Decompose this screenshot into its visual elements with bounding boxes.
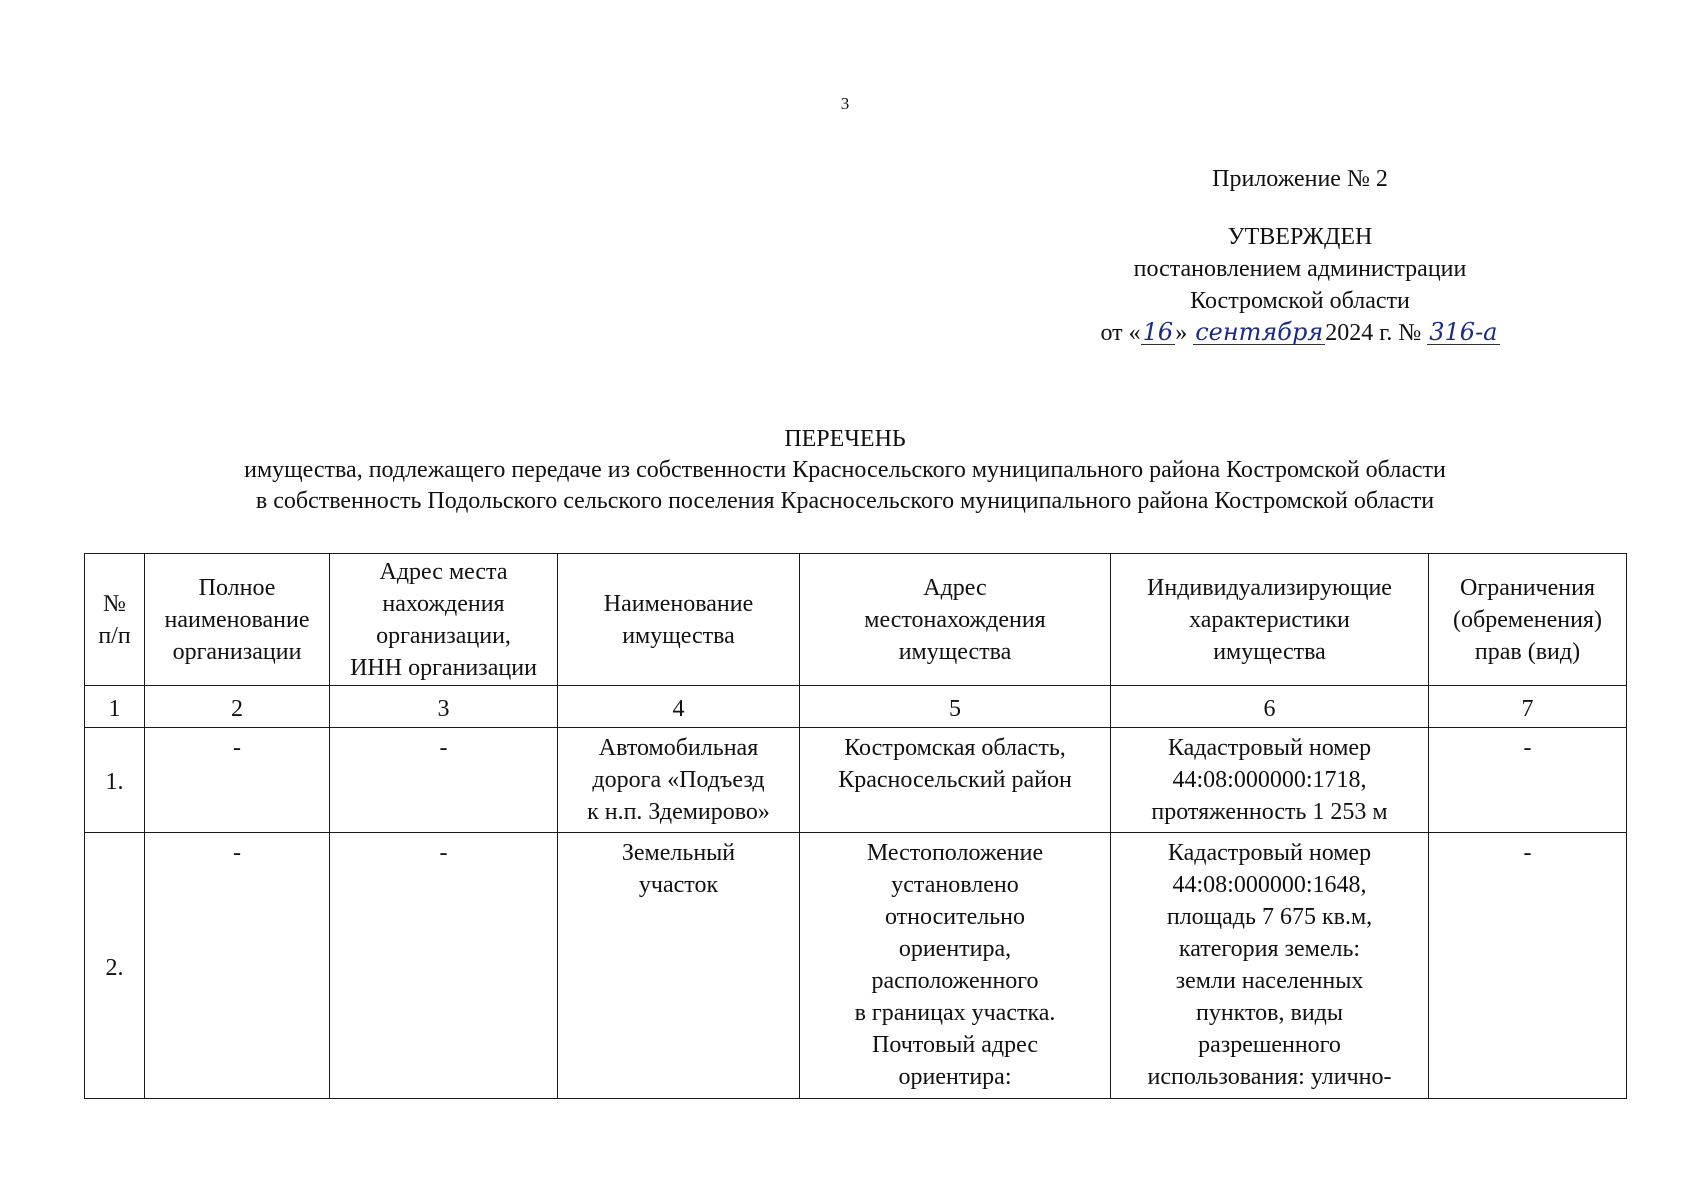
column-header-line: нахождения (382, 590, 505, 617)
table-cell-line: участок (638, 872, 719, 898)
table-cell-line: установлено (891, 872, 1019, 898)
table-cell-line: земли населенных (1175, 968, 1364, 994)
column-header-line: Наименование (603, 590, 754, 617)
table-cell (1111, 728, 1429, 833)
column-header-line: Адрес (923, 574, 987, 601)
column-header-line: имущества (898, 638, 1012, 665)
document-heading (0, 424, 1690, 517)
table-cell-line: - (439, 840, 448, 866)
column-header-line: наименование (164, 606, 310, 633)
table-header-row (85, 554, 1627, 686)
table-cell-line: площадь 7 675 кв.м, (1166, 904, 1373, 930)
table-cell-line: - (233, 840, 241, 866)
table-cell-line: Местоположение (866, 840, 1044, 866)
column-header-line: п/п (98, 622, 131, 649)
table-cell-line: в границах участка. (854, 1000, 1056, 1026)
column-header-line: Полное (198, 574, 276, 601)
column-header-line: Индивидуализирующие (1147, 574, 1392, 601)
table-cell-line: разрешенного (1198, 1032, 1341, 1058)
table-cell-line: к н.п. Здемирово» (587, 799, 770, 825)
document-title: ПЕРЕЧЕНЬ (784, 426, 906, 452)
table-row (85, 728, 1627, 833)
table-cell-line: ориентира, (898, 936, 1012, 962)
table-cell (1429, 728, 1627, 833)
decree-date-line (1030, 317, 1570, 349)
table-cell-line: - (439, 735, 448, 761)
column-number: 1 (85, 686, 145, 728)
property-table (84, 553, 1627, 1099)
column-header (1111, 554, 1429, 686)
table-cell-line: Костромская область, (844, 735, 1066, 761)
column-number: 4 (558, 686, 800, 728)
table-cell-line: Кадастровый номер (1167, 840, 1372, 866)
column-header-line: организации, (376, 622, 511, 649)
decree-line-2: Костромской области (1190, 288, 1410, 314)
column-number-row (85, 686, 1627, 728)
column-header (800, 554, 1111, 686)
table-cell-line: Кадастровый номер (1167, 735, 1372, 761)
column-header-line: организации (172, 638, 302, 665)
column-header (330, 554, 558, 686)
table-cell-line: пунктов, виды (1195, 1000, 1344, 1026)
column-header (145, 554, 330, 686)
column-header (558, 554, 800, 686)
column-header-line: имущества (1213, 638, 1326, 665)
table-cell (558, 833, 800, 1099)
table-cell (145, 728, 330, 833)
table-cell (1429, 833, 1627, 1099)
column-header-line: прав (вид) (1474, 638, 1581, 665)
table-cell (85, 728, 145, 833)
column-header-line: местонахождения (864, 606, 1046, 633)
table-cell-line: дорога «Подъезд (592, 767, 765, 793)
column-header-line: Ограничения (1460, 574, 1595, 601)
handwritten-day: 16 (1142, 318, 1174, 346)
table-cell-line: Земельный (621, 840, 736, 866)
annex-label: Приложение № 2 (1212, 166, 1388, 192)
table-cell-line: категория земель: (1178, 936, 1361, 962)
approved-label: УТВЕРЖДЕН (1227, 224, 1373, 250)
date-prefix: от « (1100, 320, 1141, 346)
handwritten-decree-number: 316-а (1429, 318, 1498, 346)
table-cell (1111, 833, 1429, 1099)
column-number: 7 (1429, 686, 1627, 728)
table-cell-line: Почтовый адрес (871, 1032, 1039, 1058)
table-cell-line: 44:08:000000:1718, (1172, 767, 1367, 793)
table-cell-line: 2. (105, 954, 124, 981)
table-cell-line: 1. (105, 769, 124, 795)
table-cell (800, 728, 1111, 833)
decree-line-1: постановлением администрации (1133, 256, 1467, 282)
table-cell (558, 728, 800, 833)
heading-line-1: имущества, подлежащего передаче из собственности Красносельского муниципального района Костромской области (244, 457, 1446, 483)
table-cell (85, 833, 145, 1099)
table-cell-line: расположенного (871, 968, 1039, 994)
column-header-line: Адрес места (379, 558, 508, 585)
table-cell (330, 728, 558, 833)
approval-block (1030, 163, 1570, 349)
table-cell (330, 833, 558, 1099)
date-year: 2024 г. № (1325, 320, 1422, 346)
handwritten-month: сентября (1195, 318, 1324, 346)
heading-line-2: в собственность Подольского сельского поселения Красносельского муниципального района Костромской области (255, 488, 1435, 514)
table-cell-line: - (1523, 735, 1532, 761)
table-cell (800, 833, 1111, 1099)
column-header-line: (обременения) (1453, 606, 1602, 633)
column-header-line: имущества (622, 622, 735, 649)
column-header (1429, 554, 1627, 686)
table-cell-line: относительно (884, 904, 1025, 930)
column-header-line: характеристики (1189, 606, 1350, 633)
date-mid: » (1175, 320, 1188, 346)
table-cell-line: ориентира: (898, 1064, 1012, 1090)
table-cell-line: протяженность 1 253 м (1151, 799, 1388, 825)
column-number: 5 (800, 686, 1111, 728)
table-cell-line: использования: улично- (1147, 1064, 1392, 1090)
table-cell-line: Автомобильная (598, 735, 759, 761)
table-cell-line: Красносельский район (838, 767, 1072, 793)
column-header (85, 554, 145, 686)
column-header-line: ИНН организации (350, 654, 537, 681)
table-cell-line: - (233, 735, 241, 761)
table-row (85, 833, 1627, 1099)
table-cell (145, 833, 330, 1099)
page-number: 3 (840, 94, 850, 113)
table-cell-line: - (1523, 840, 1532, 866)
column-number: 3 (330, 686, 558, 728)
table-cell-line: 44:08:000000:1648, (1172, 872, 1367, 898)
column-number: 2 (145, 686, 330, 728)
column-header-line: № (103, 590, 126, 617)
column-number: 6 (1111, 686, 1429, 728)
